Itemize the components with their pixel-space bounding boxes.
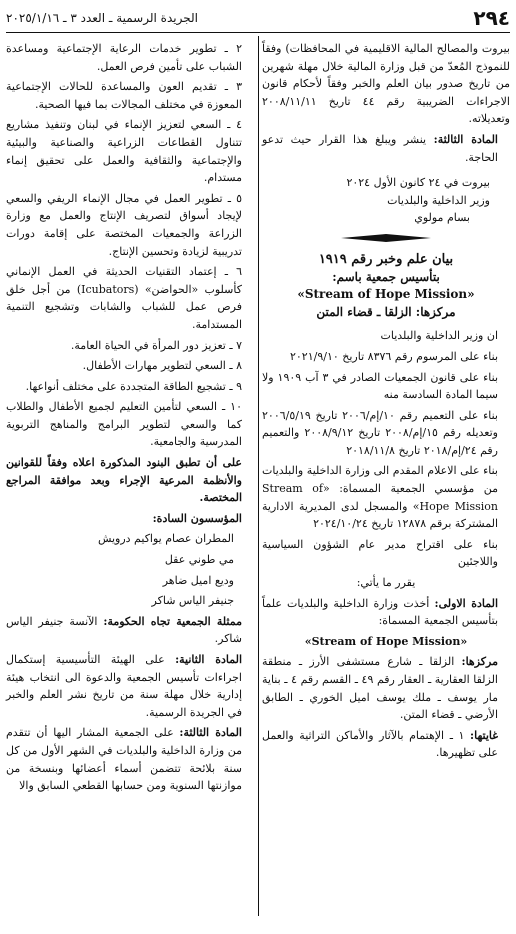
goals: [262, 727, 510, 762]
signature-block: [262, 174, 510, 227]
founder-name: جنيفر الياس شاكر: [151, 594, 234, 608]
continued-paragraph: بيروت والمصالح المالية الاقليمية في المحافظات) وفقاً للنموذج المُعدّ من قبل وزارة المالية خلال مهلة شهرين من تاريخ صدور بيان العلم والخبر وفقاً لأحكام قانون الاجراءات الضريبية رقم ٤٤ تاريخ ٢٠٠٨/١١/١١ وتعديلاته.: [262, 42, 510, 126]
section-separator: [341, 233, 431, 243]
article-label: المادة الثالثة:: [179, 726, 242, 740]
goal-4: ٤ ـ السعي لتعزيز الإنماء في لبنان وتنفيذ مشاريع تتناول القطاعات الزراعية والصناعية والبيئية والإجتماعية والثقافية والعمل على تحقيق إنماء مستدام.: [6, 118, 242, 185]
hq-label: مركزها:: [461, 655, 498, 669]
goal-5: ٥ ـ تطوير العمل في مجال الإنماء الريفي والسعي لإيجاد أسواق لتصريف الإنتاج والعمل مع وزارة الزراعة والجمعيات المختصة على إقامة دورات تدريبية لزيادة وتحسين الإنتاج.: [6, 191, 242, 258]
right-column: [262, 40, 510, 765]
sign-name: بسام مولوي: [414, 211, 470, 225]
association-name: «Stream of Hope Mission»: [297, 287, 475, 302]
legal-basis-2: بناء على قانون الجمعيات الصادر في ٣ آب ١٩٠٩ ولا سيما المادة السادسة منه: [262, 370, 499, 402]
sign-place-date: بيروت في ٢٤ كانون الأول ٢٠٢٤: [346, 176, 490, 190]
goal-9: ٩ ـ تشجيع الطاقة المتجددة على مختلف أنواعها.: [25, 379, 242, 393]
founder-name: وديع اميل ضاهر: [162, 573, 234, 587]
goal-8: ٨ ـ السعي لتطوير مهارات الأطفال.: [82, 359, 242, 373]
gazette-issue-title: الجريدة الرسمية ـ العدد ٣ ـ ٢٠٢٥/١/١٦: [6, 11, 198, 25]
founder-name: المطران عصام يواكيم درويش: [97, 532, 234, 546]
left-column: [6, 40, 254, 798]
page-number: ٢٩٤: [473, 6, 510, 30]
article-text: على الهيئة التأسيسية إستكمال اجراءات تأسيس الجمعية والدعوة الى انتخاب هيئة إدارية خلال مهلة سنة من تاريخ نشر العلم والخبر في الجريدة الرسمية.: [6, 653, 242, 719]
article-one: [262, 595, 510, 630]
notice-subtitle: بتأسيس جمعية باسم:: [332, 269, 440, 284]
goal-6: ٦ ـ إعتماد التقنيات الحديثة في العمل الإنماني كأسلوب «الحواضن» (Icubators) من أجل خلق فرص عمل للشباب والشابات وتشجيع التنمية المستدامة.: [6, 265, 242, 331]
goal-2: ٢ ـ تطوير خدمات الرعاية الإجتماعية ومساعدة الشباب على تأمين فرص العمل.: [6, 42, 242, 73]
rep-label: ممثلة الجمعية تجاه الحكومة:: [103, 614, 242, 628]
conditions-clause: على أن تطبق البنود المذكورة اعلاه وفقاً للقوانين والأنظمة المرعية الإجراء وبعد موافقة المراجع المختصة.: [6, 456, 242, 505]
founders-label: المؤسسون السادة:: [152, 511, 242, 525]
founder-name: مي طوني عقل: [164, 553, 234, 567]
government-representative: [6, 613, 254, 648]
decides-line: يقرر ما يأتي:: [356, 576, 416, 590]
diamond-rule-icon: [341, 233, 431, 243]
article-text: أخذت وزارة الداخلية والبلديات علماً بتأسيس الجمعية المسماة:: [262, 596, 498, 628]
goal-10: ١٠ ـ السعي لتأمين التعليم لجميع الأطفال والطلاب كما والسعي لتطوير البرامج والمناهج التربوية المدرسية والجامعية.: [6, 400, 242, 449]
minister-line: ان وزير الداخلية والبلديات: [380, 329, 498, 343]
article-text: على الجمعية المشار اليها أن تتقدم من وزارة الداخلية والبلديات في الشهر الأول من كل سنة بلائحة تتضمن أسماء أعضائها وبنسخة من موازنتها السنوية ومن حسابها القطعي السابق والا: [6, 726, 242, 793]
goal-3: ٣ ـ تقديم العون والمساعدة للحالات الإجتماعية المعوزة في مختلف المجالات بما فيها الصحية.: [6, 80, 242, 111]
article-two: [6, 651, 254, 721]
sign-title: وزير الداخلية والبلديات: [387, 193, 490, 207]
notice-title: بيان علم وخبر رقم ١٩١٩: [318, 251, 454, 267]
legal-basis-4: بناء على الاعلام المقدم الى وزارة الداخلية والبلديات من مؤسسي الجمعية المسماة: «Stream of Hope Mission» والمسجل لدى المديرية الادارية المشتركة برقم ١٢٨٧٨ تاريخ ٢٠٢٤/١٠/٢٤: [262, 464, 499, 531]
article-label: المادة الاولى:: [434, 596, 498, 610]
goals-label: غايتها:: [470, 728, 498, 742]
association-location: مركزها: الزلقا ـ قضاء المتن: [316, 304, 456, 319]
article-label: المادة الثالثة:: [433, 132, 498, 146]
page-header: [6, 6, 510, 30]
legal-basis-3: بناء على التعميم رقم ١٠/إم/٢٠٠٦ تاريخ ٢٠٠٦/٥/١٩ وتعديله رقم ١٥/إم/٢٠٠٨ تاريخ ٢٠٠٨/٩/١٢ والتعميم رقم ٢٤/إم/٢٠١٨ تاريخ ٢٠١٨/١١/٨: [262, 408, 498, 457]
rep-text: الآنسة جنيفر الياس شاكر.: [6, 614, 242, 646]
article-text: ينشر ويبلغ هذا القرار حيث تدعو الحاجة.: [262, 132, 498, 164]
article-three-previous: [262, 131, 510, 166]
hq-text: الزلقا ـ شارع مستشفى الأرز ـ منطقة الزلقا العقارية ـ العقار رقم ٤٩ ـ القسم رقم ٤ ـ بناية مار يوسف ـ ملك يوسف اميل الخوري ـ الطابق الأرضي ـ قضاء المتن.: [262, 655, 498, 722]
article-three: [6, 724, 254, 794]
header-rule: [6, 32, 510, 33]
founders-list: [6, 530, 254, 609]
headquarters: [262, 653, 510, 723]
article-label: المادة الثانية:: [175, 653, 243, 666]
goals-text: ١ ـ الإهتمام بالآثار والأماكن التراثية والعمل على تظهيرها.: [262, 728, 498, 760]
column-divider: [258, 36, 259, 916]
association-name-repeat: «Stream of Hope Mission»: [304, 634, 468, 648]
legal-basis-1: بناء على المرسوم رقم ٨٣٧٦ تاريخ ٢٠٢١/٩/١٠: [289, 349, 498, 363]
goal-7: ٧ ـ تعزيز دور المرأة في الحياة العامة.: [70, 338, 242, 352]
legal-basis-5: بناء على اقتراح مدير عام الشؤون السياسية واللاجئين: [262, 537, 498, 569]
